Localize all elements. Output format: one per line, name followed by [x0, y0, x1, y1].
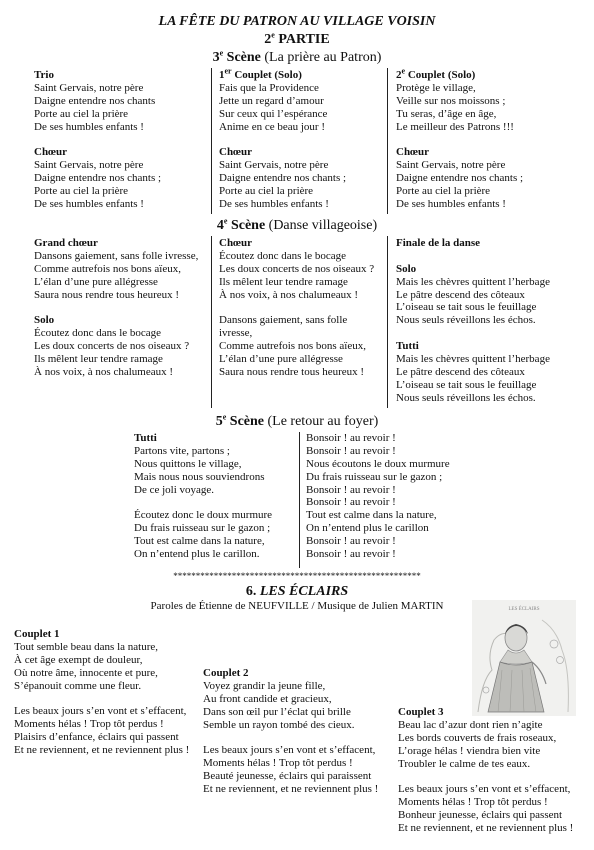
column-heading: 1er Couplet (Solo)	[219, 66, 302, 81]
verse-line: L’oiseau se tait sous le feuillage	[396, 301, 537, 314]
column-heading: Chœur	[396, 146, 430, 159]
couplet-heading: Couplet 2	[203, 667, 249, 679]
verse-line: Saint Gervais, notre père	[396, 159, 506, 172]
verse-line: Écoutez donc dans le bocage	[219, 249, 347, 262]
column-divider	[299, 432, 300, 568]
verse-line: Mais les chèvres quittent l’herbage	[396, 353, 550, 366]
verse-line: À cet âge exempt de douleur,	[14, 653, 143, 666]
verse-line: Au front candide et gracieux,	[203, 692, 332, 705]
star-separator: *******************************************************	[173, 571, 421, 581]
verse-line: Les beaux jours s’en vont et s’effacent,	[14, 705, 187, 718]
verse-line: Beau lac d’azur dont rien n’agite	[398, 718, 543, 731]
verse-line: À nos voix, à nos chalumeaux !	[219, 288, 358, 301]
verse-line: De ses humbles enfants !	[34, 120, 144, 133]
scene-3-heading: 3e Scène (La prière au Patron)	[212, 48, 382, 65]
page-title: LA FÊTE DU PATRON AU VILLAGE VOISIN	[158, 14, 436, 29]
column-heading: Tutti	[396, 340, 419, 353]
part-heading: 2e PARTIE	[264, 30, 330, 47]
verse-line: Mais nous nous souviendrons	[134, 470, 265, 483]
verse-line: Les doux concerts de nos oiseaux ?	[219, 262, 375, 275]
verse-line: Ils mêlent leur tendre ramage	[34, 353, 163, 366]
couplet-heading: Couplet 3	[398, 706, 444, 718]
verse-line: Daigne entendre nos chants ;	[34, 172, 162, 185]
column-heading: Chœur	[219, 146, 253, 159]
column-heading: Grand chœur	[34, 237, 98, 249]
column-heading: Chœur	[34, 146, 68, 159]
verse-line: De ses humbles enfants !	[396, 197, 506, 210]
verse-line: Où notre âme, innocente et pure,	[14, 666, 158, 679]
verse-line: Moments hélas ! Trop tôt perdus !	[203, 757, 353, 770]
verse-line: Du frais ruisseau sur le gazon ;	[306, 470, 443, 483]
verse-line: De ce joli voyage.	[134, 483, 215, 496]
scene-3-column-2	[219, 66, 347, 211]
column-heading: Solo	[396, 262, 417, 275]
verse-line: Sur ceux qui l’espérance	[219, 107, 328, 120]
column-divider	[211, 68, 212, 214]
verse-line: L’élan d’une pure allégresse	[219, 353, 343, 366]
verse-line: De ses humbles enfants !	[34, 197, 144, 210]
verse-line: Bonsoir ! au revoir !	[306, 483, 396, 496]
verse-line: Dansons gaiement, sans folle ivresse,	[34, 249, 199, 262]
verse-line: Ils mêlent leur tendre ramage	[219, 275, 348, 288]
verse-line: Porte au ciel la prière	[219, 185, 314, 198]
column-heading: Trio	[34, 69, 54, 81]
scene-5-column-1	[134, 432, 272, 561]
song-title: 6. LES ÉCLAIRS	[245, 584, 349, 599]
verse-line: Saura nous rendre tous heureux !	[34, 288, 180, 301]
verse-line: Tu seras, d’âge en âge,	[396, 107, 497, 120]
verse-line: Moments hélas ! Trop tôt perdus !	[14, 718, 164, 731]
verse-line: Veille sur nos moissons ;	[396, 94, 506, 107]
verse-line: On n’entend plus le carillon	[306, 522, 429, 535]
verse-line: Bonsoir ! au revoir !	[306, 496, 396, 509]
scene-4-column-3	[396, 237, 550, 405]
verse-line: Du frais ruisseau sur le gazon ;	[134, 522, 271, 535]
verse-line: Tout est calme dans la nature,	[134, 535, 265, 548]
verse-line: Et ne reviennent, et ne reviennent plus !	[203, 783, 379, 796]
verse-line: De ses humbles enfants !	[219, 197, 329, 210]
scene-4-heading: 4e Scène (Danse villageoise)	[216, 216, 378, 233]
verse-line: Voyez grandir la jeune fille,	[203, 679, 326, 692]
verse-line: Anime en ce beau jour !	[219, 120, 325, 133]
column-heading: Tutti	[134, 432, 157, 444]
verse-line: Porte au ciel la prière	[34, 185, 129, 198]
couplet-2	[203, 667, 378, 796]
verse-line: L’oiseau se tait sous le feuillage	[396, 378, 537, 391]
verse-line: Daigne entendre nos chants	[34, 94, 156, 107]
verse-line: Daigne entendre nos chants ;	[396, 172, 524, 185]
verse-line: Bonsoir ! au revoir !	[306, 548, 396, 561]
column-divider	[387, 68, 388, 214]
scene-4-column-1	[34, 237, 198, 379]
column-divider	[387, 236, 388, 408]
verse-line: À nos voix, à nos chalumeaux !	[34, 365, 173, 378]
verse-line: Dans son œil pur l’éclat qui brille	[203, 705, 351, 718]
verse-line: Partons vite, partons ;	[134, 444, 230, 457]
scene-3-column-3	[396, 66, 524, 211]
verse-line: Écoutez donc dans le bocage	[34, 327, 162, 340]
verse-line: Tout est calme dans la nature,	[306, 509, 437, 522]
verse-line: Protège le village,	[396, 81, 476, 94]
verse-line: Porte au ciel la prière	[34, 107, 129, 120]
column-heading: Chœur	[219, 237, 253, 249]
verse-line: Les doux concerts de nos oiseaux ?	[34, 340, 190, 353]
verse-line: Bonsoir ! au revoir !	[306, 444, 396, 457]
verse-line: Semble un rayon tombé des cieux.	[203, 718, 355, 731]
verse-line: Jette un regard d’amour	[219, 94, 324, 107]
verse-line: Les beaux jours s’en vont et s’effacent,	[398, 783, 571, 796]
verse-line: Et ne reviennent, et ne reviennent plus !	[398, 822, 574, 835]
image-caption: LES ÉCLAIRS	[508, 607, 540, 612]
verse-line: Nous seuls réveillons les échos.	[396, 391, 536, 404]
verse-line: On n’entend plus le carillon.	[134, 548, 260, 561]
column-divider	[211, 236, 212, 408]
verse-line: Les bords couverts de frais roseaux,	[398, 731, 557, 744]
verse-line: Bonsoir ! au revoir !	[306, 535, 396, 548]
verse-line: Nous seuls réveillons les échos.	[396, 314, 536, 327]
verse-line: Et ne reviennent, et ne reviennent plus !	[14, 744, 190, 757]
song-credits: Paroles de Étienne de NEUFVILLE / Musique de Julien MARTIN	[150, 600, 444, 612]
verse-line: Plaisirs d’enfance, éclairs qui passent	[14, 731, 179, 744]
verse-line: Comme autrefois nos bons aïeux,	[34, 262, 181, 275]
verse-line: Le pâtre descend des côteaux	[396, 365, 525, 378]
illustration-woman-image	[472, 600, 576, 716]
couplet-3	[398, 706, 573, 835]
verse-line: Mais les chèvres quittent l’herbage	[396, 275, 550, 288]
verse-line: Beauté jeunesse, éclairs qui paraissent	[203, 770, 372, 783]
verse-line: Fais que la Providence	[219, 81, 319, 94]
verse-line: Dansons gaiement, sans folle	[219, 314, 348, 327]
scene-5-column-2	[306, 432, 450, 561]
verse-line: Moments hélas ! Trop tôt perdus !	[398, 796, 548, 809]
scene-5-heading: 5e Scène (Le retour au foyer)	[215, 412, 379, 429]
verse-line: Le pâtre descend des côteaux	[396, 288, 525, 301]
couplet-heading: Couplet 1	[14, 628, 60, 640]
verse-line: Porte au ciel la prière	[396, 185, 491, 198]
verse-line: Bonsoir ! au revoir !	[306, 432, 396, 444]
verse-line: Comme autrefois nos bons aïeux,	[219, 340, 366, 353]
verse-line: Les beaux jours s’en vont et s’effacent,	[203, 744, 376, 757]
verse-line: ivresse,	[219, 327, 253, 340]
verse-line: Tout semble beau dans la nature,	[14, 640, 159, 653]
column-heading: 2e Couplet (Solo)	[396, 66, 476, 81]
verse-line: L’élan d’une pure allégresse	[34, 275, 158, 288]
scene-3-column-1	[34, 69, 161, 211]
verse-line: Saura nous rendre tous heureux !	[219, 365, 365, 378]
verse-line: Nous écoutons le doux murmure	[306, 457, 450, 470]
verse-line: Bonheur jeunesse, éclairs qui passent	[398, 809, 563, 822]
verse-line: S’épanouit comme une fleur.	[14, 679, 142, 692]
verse-line: Saint Gervais, notre père	[34, 81, 144, 94]
column-heading: Finale de la danse	[396, 237, 481, 249]
verse-line: L’orage hélas ! viendra bien vite	[398, 744, 541, 757]
verse-line: Saint Gervais, notre père	[219, 159, 329, 172]
verse-line: Daigne entendre nos chants ;	[219, 172, 347, 185]
scene-4-column-2	[219, 237, 374, 379]
couplet-1	[14, 628, 189, 757]
verse-line: Le meilleur des Patrons !!!	[396, 120, 514, 133]
verse-line: Écoutez donc le doux murmure	[134, 509, 273, 522]
verse-line: Nous quittons le village,	[134, 457, 242, 470]
verse-line: Saint Gervais, notre père	[34, 159, 144, 172]
verse-line: Troubler le calme de tes eaux.	[398, 757, 531, 770]
column-heading: Solo	[34, 314, 55, 327]
